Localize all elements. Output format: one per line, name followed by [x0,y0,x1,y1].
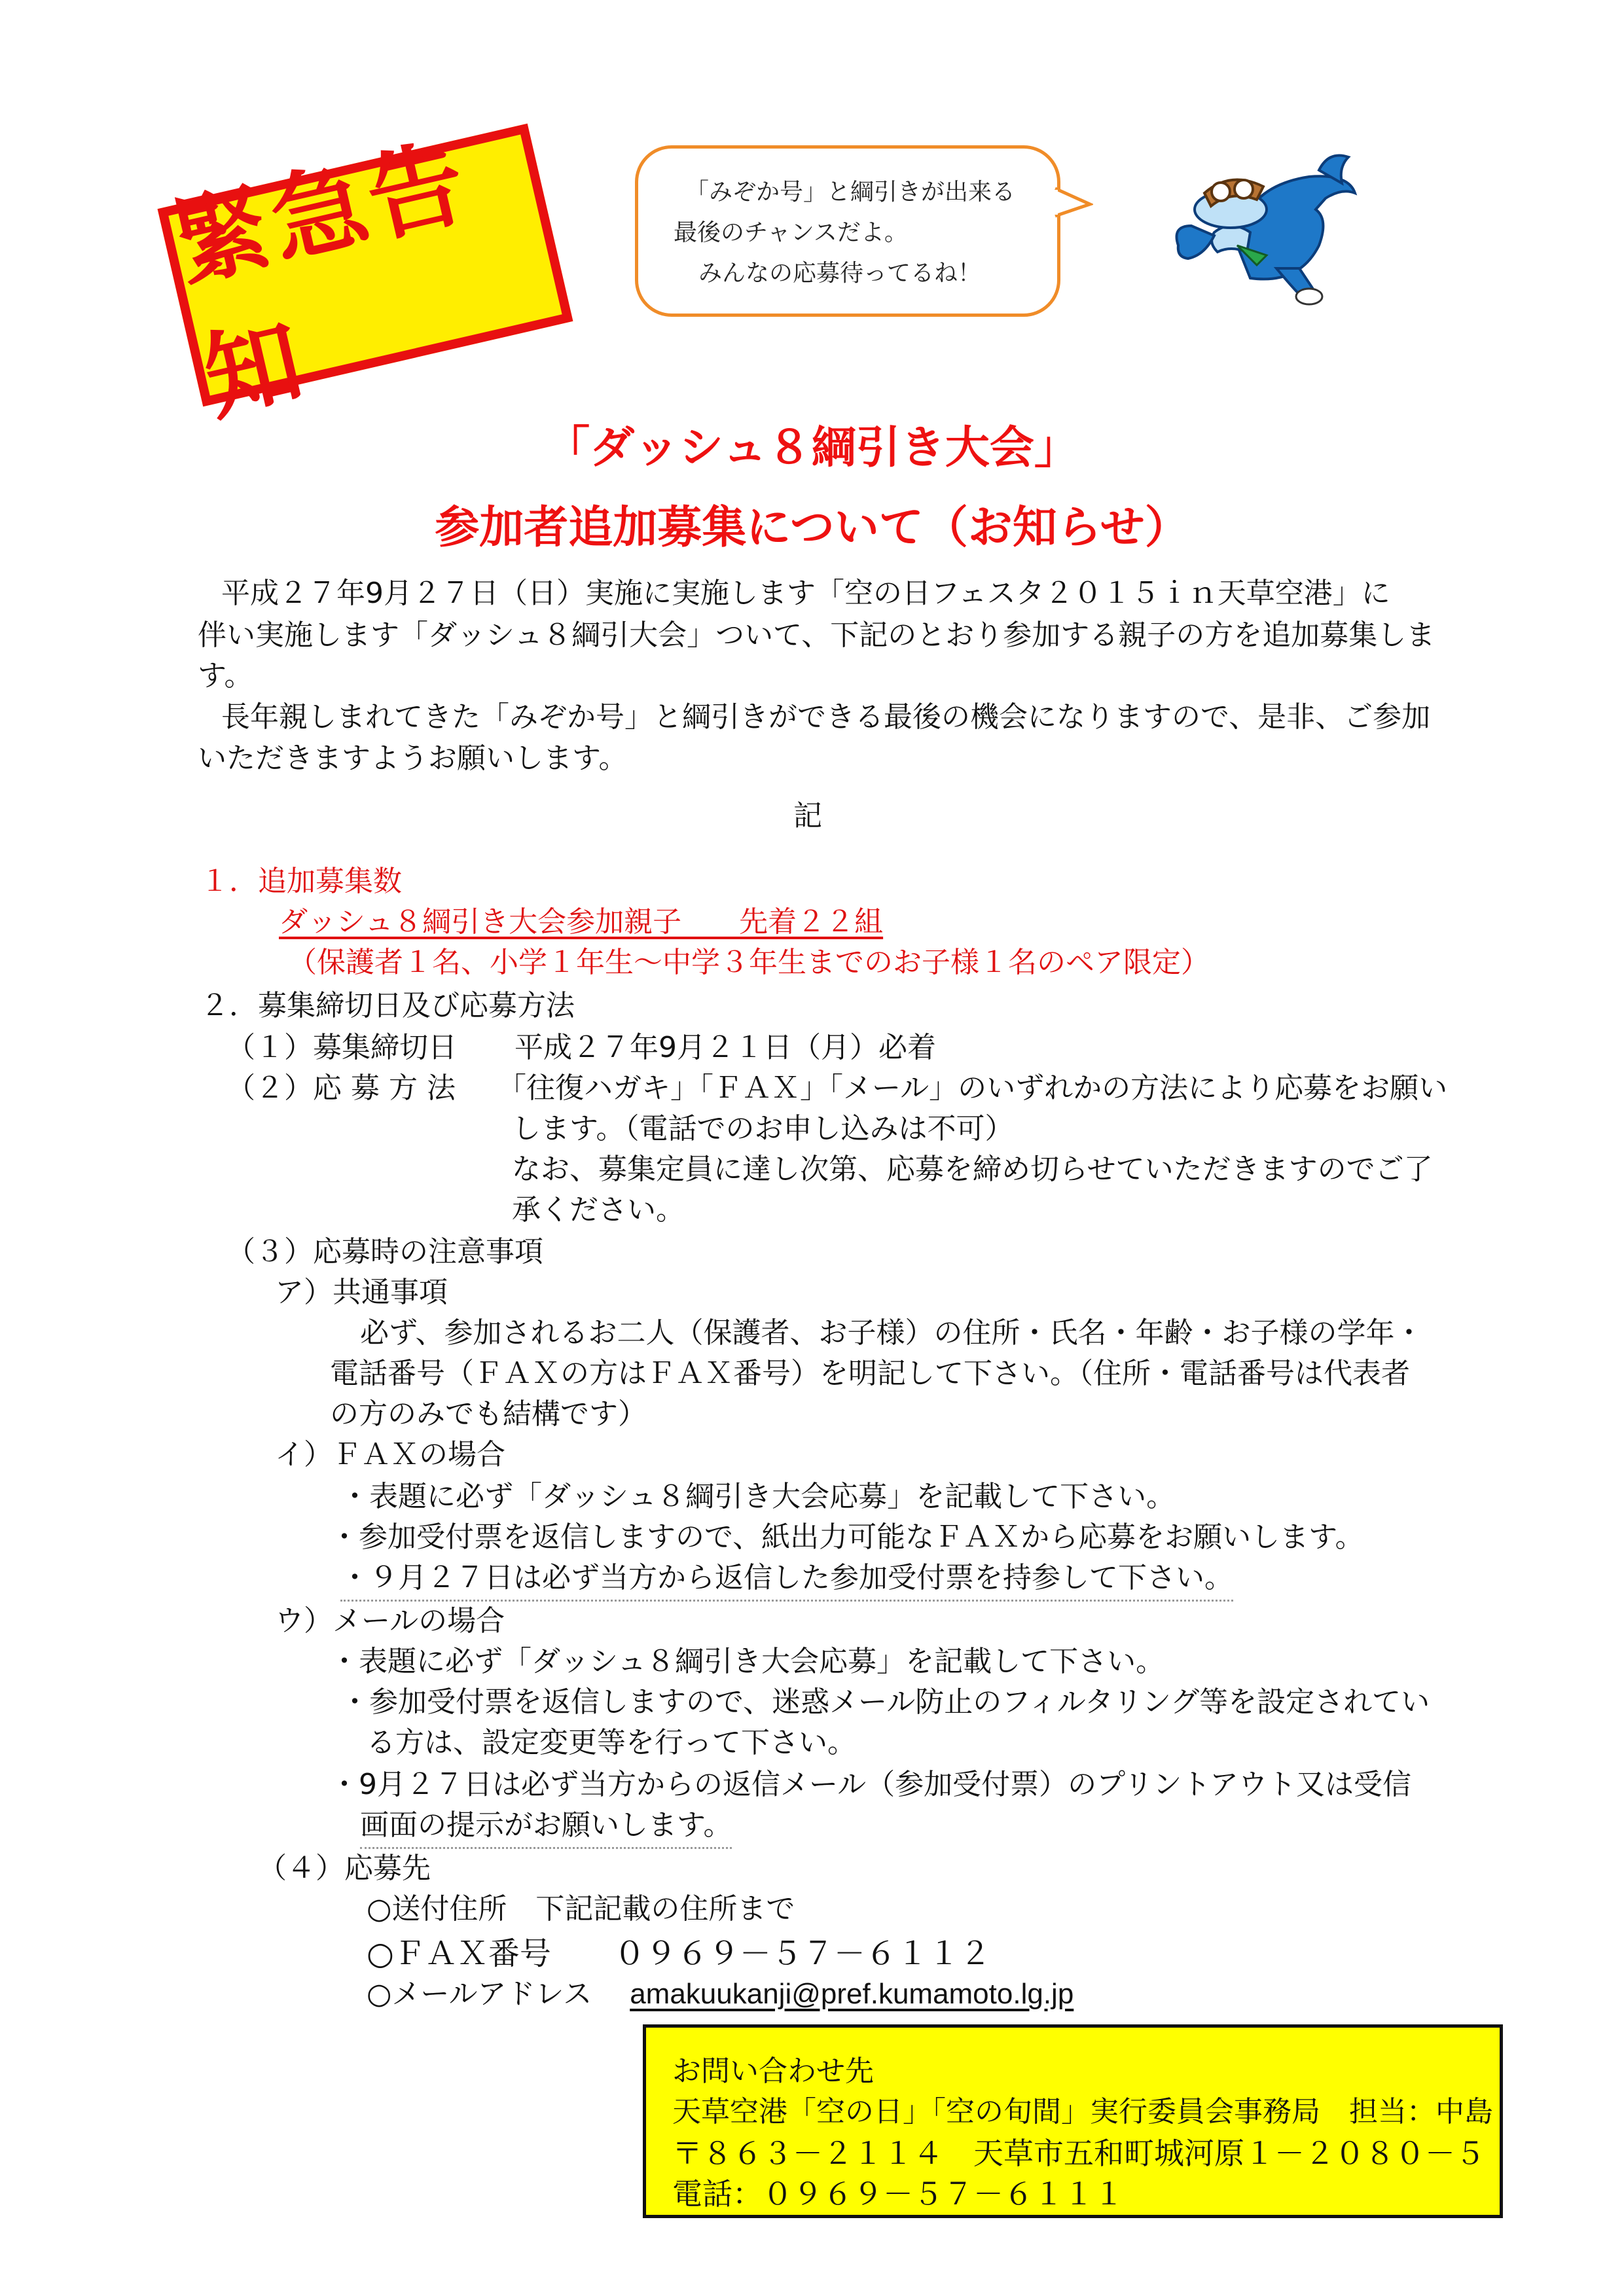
common-line-3: の方のみでも結構です） [330,1397,647,1431]
fax-heading: イ）ＦＡＸの場合 [275,1438,505,1471]
bubble-line-2: 最後のチャンスだよ。 [674,219,908,246]
urgent-notice-stamp [158,124,573,435]
fax-line-2: ・参加受付票を返信しますので、紙出力可能なＦＡＸから応募をお願いします。 [330,1520,1364,1554]
intro-line-5: いただきますようお願いします。 [198,742,628,775]
intro-line-1: 平成２７年9月２７日（日）実施に実施します「空の日フェスタ２０１５ｉｎ天草空港」に [221,577,1390,610]
contact-box [643,2024,1503,2218]
speech-bubble-tail [1054,185,1093,224]
speech-bubble [635,145,1060,317]
method-line-4: 承ください。 [512,1193,685,1227]
method-line-2: します。（電話でのお申し込みは不可） [512,1112,1014,1145]
destination-email-label: ○メールアドレス [367,1977,621,2011]
dolphin-pilot-mascot-icon [1152,147,1368,311]
common-heading: ア）共通事項 [275,1276,448,1309]
mail-line-4: ・9月２７日は必ず当方からの返信メール（参加受付票）のプリントアウト又は受信 [330,1768,1412,1801]
section1-line-2: （保護者１名、小学１年生～中学３年生までのお子様１名のペア限定） [288,946,1210,979]
bubble-line-3: みんなの応募待ってるね！ [698,260,982,287]
ki-heading: 記 [793,799,822,833]
section1-line-1: ダッシュ８綱引き大会参加親子 先着２２組 [279,905,884,939]
contact-heading: お問い合わせ先 [672,2054,874,2088]
page-title-line-1: 「ダッシュ８綱引き大会」 [545,422,1079,474]
destination-heading: （４）応募先 [258,1852,431,1885]
mail-line-3: る方は、設定変更等を行って下さい。 [367,1726,856,1759]
method-label: （２）応 募 方 法 [226,1071,456,1105]
contact-org: 天草空港「空の日」「空の旬間」実行委員会事務局 担当：中島 [672,2095,1493,2128]
intro-line-2: 伴い実施します「ダッシュ８綱引大会」ついて、下記のとおり参加する親子の方を追加募集しま [198,619,1435,652]
method-line-3: なお、募集定員に達し次第、応募を締め切らせていただきますのでご了 [512,1153,1433,1186]
mail-line-2: ・参加受付票を返信しますので、迷惑メール防止のフィルタリング等を設定されてい [340,1685,1430,1719]
destination-email-row [367,1970,1074,2012]
deadline-line: （１）募集締切日 平成２７年9月２１日（月）必着 [226,1031,936,1064]
destination-fax: ○ＦＡＸ番号 ０９６９－５７－６１１２ [367,1935,991,1972]
contact-address: 〒８６３－２１１４ 天草市五和町城河原１－２０８０－５ [672,2136,1485,2171]
section1-heading: １．追加募集数 [200,865,402,898]
destination-email-link[interactable]: amakuukanji@pref.kumamoto.lg.jp [630,1978,1074,2010]
fax-line-1: ・表題に必ず「ダッシュ８綱引き大会応募」を記載して下さい。 [340,1480,1176,1513]
bubble-line-1: 「みぞか号」と綱引きが出来る [685,179,1016,206]
section2-heading: ２．募集締切日及び応募方法 [200,989,575,1022]
common-line-1: 必ず、参加されるお二人（保護者、お子様）の住所・氏名・年齢・お子様の学年・ [360,1316,1424,1350]
mail-line-1: ・表題に必ず「ダッシュ８綱引き大会応募」を記載して下さい。 [330,1645,1165,1678]
method-line-1: 「往復ハガキ」「ＦＡＸ」「メール」のいずれかの方法により応募をお願い [497,1071,1448,1105]
intro-line-4: 長年親しまれてきた「みぞか号」と綱引きができる最後の機会になりますので、是非、ご参加 [221,700,1431,734]
mail-heading: ウ）メールの場合 [275,1604,505,1638]
page-title-line-2: 参加者追加募集について（お知らせ） [435,502,1189,554]
urgent-notice-text: 緊急告知 [163,126,479,435]
intro-line-3: す。 [198,659,253,692]
mail-line-5: 画面の提示がお願いします。 [360,1801,732,1849]
contact-phone: 電話：０９６９－５７－６１１１ [672,2176,1124,2212]
fax-line-3: ・９月２７日は必ず当方から返信した参加受付票を持参して下さい。 [340,1554,1233,1602]
notes-heading: （３）応募時の注意事項 [226,1235,543,1268]
common-line-2: 電話番号（ＦＡＸの方はＦＡＸ番号）を明記して下さい。（住所・電話番号は代表者 [330,1357,1410,1390]
destination-address: ○送付住所 下記記載の住所まで [367,1892,795,1926]
